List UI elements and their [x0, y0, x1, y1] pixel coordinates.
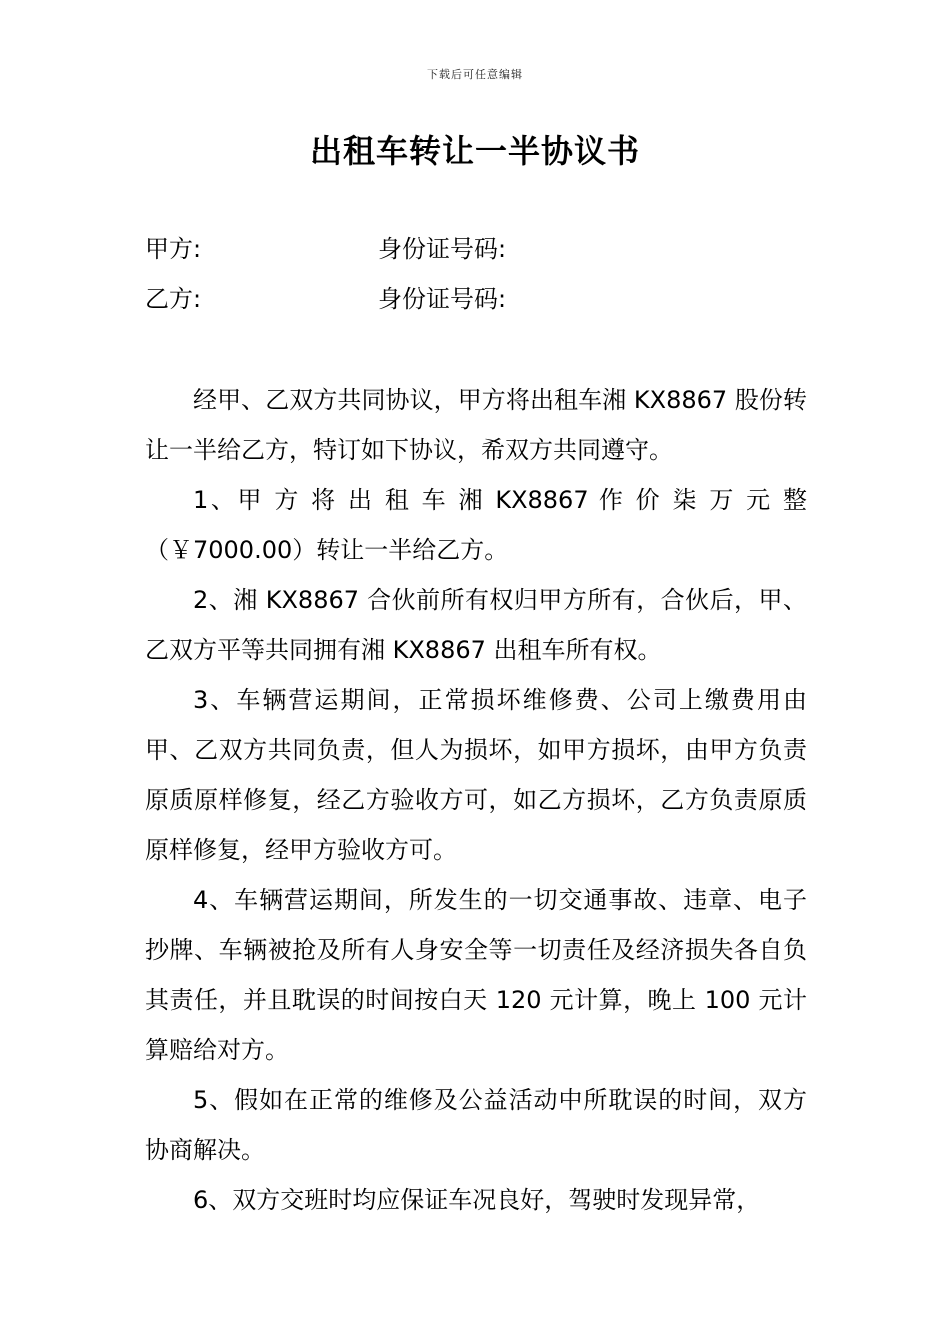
clause-6: 6、双方交班时均应保证车况良好，驾驶时发现异常，	[193, 1186, 761, 1214]
clause-3: 3、车辆营运期间，正常损坏维修费、公司上缴费用由甲、乙双方共同负责，但人为损坏，如甲方损坏，由甲方负责原质原样修复，经乙方验收方可，如乙方损坏，乙方负责原质原样修复，经甲方验收方可。	[145, 686, 807, 864]
party-a-row	[145, 234, 845, 264]
clause-1: 1、甲 方 将 出 租 车 湘 KX8867 作 价 柒 万 元 整（￥7000.00）转让一半给乙方。	[145, 486, 807, 564]
clause-5: 5、假如在正常的维修及公益活动中所耽误的时间，双方协商解决。	[145, 1086, 807, 1164]
paragraph-intro: 经甲、乙双方共同协议，甲方将出租车湘 KX8867 股份转让一半给乙方，特订如下协议，希双方共同遵守。	[145, 386, 807, 464]
clause-2: 2、湘 KX8867 合伙前所有权归甲方所有，合伙后，甲、乙双方平等共同拥有湘 KX8867 出租车所有权。	[145, 586, 807, 664]
party-b-row	[145, 284, 845, 314]
header-note: 下载后可任意编辑	[427, 68, 523, 81]
party-a-id-label: 身份证号码:	[378, 235, 507, 263]
agreement-body	[145, 375, 807, 1225]
clause-4: 4、车辆营运期间，所发生的一切交通事故、违章、电子抄牌、车辆被抢及所有人身安全等一切责任及经济损失各自负其责任，并且耽误的时间按白天 120 元计算，晚上 100 元计算赔给对方。	[145, 886, 807, 1064]
document-title: 出租车转让一半协议书	[309, 132, 640, 170]
party-b-label: 乙方:	[145, 285, 202, 313]
party-b-id-label: 身份证号码:	[378, 285, 507, 313]
party-a-label: 甲方:	[145, 235, 202, 263]
